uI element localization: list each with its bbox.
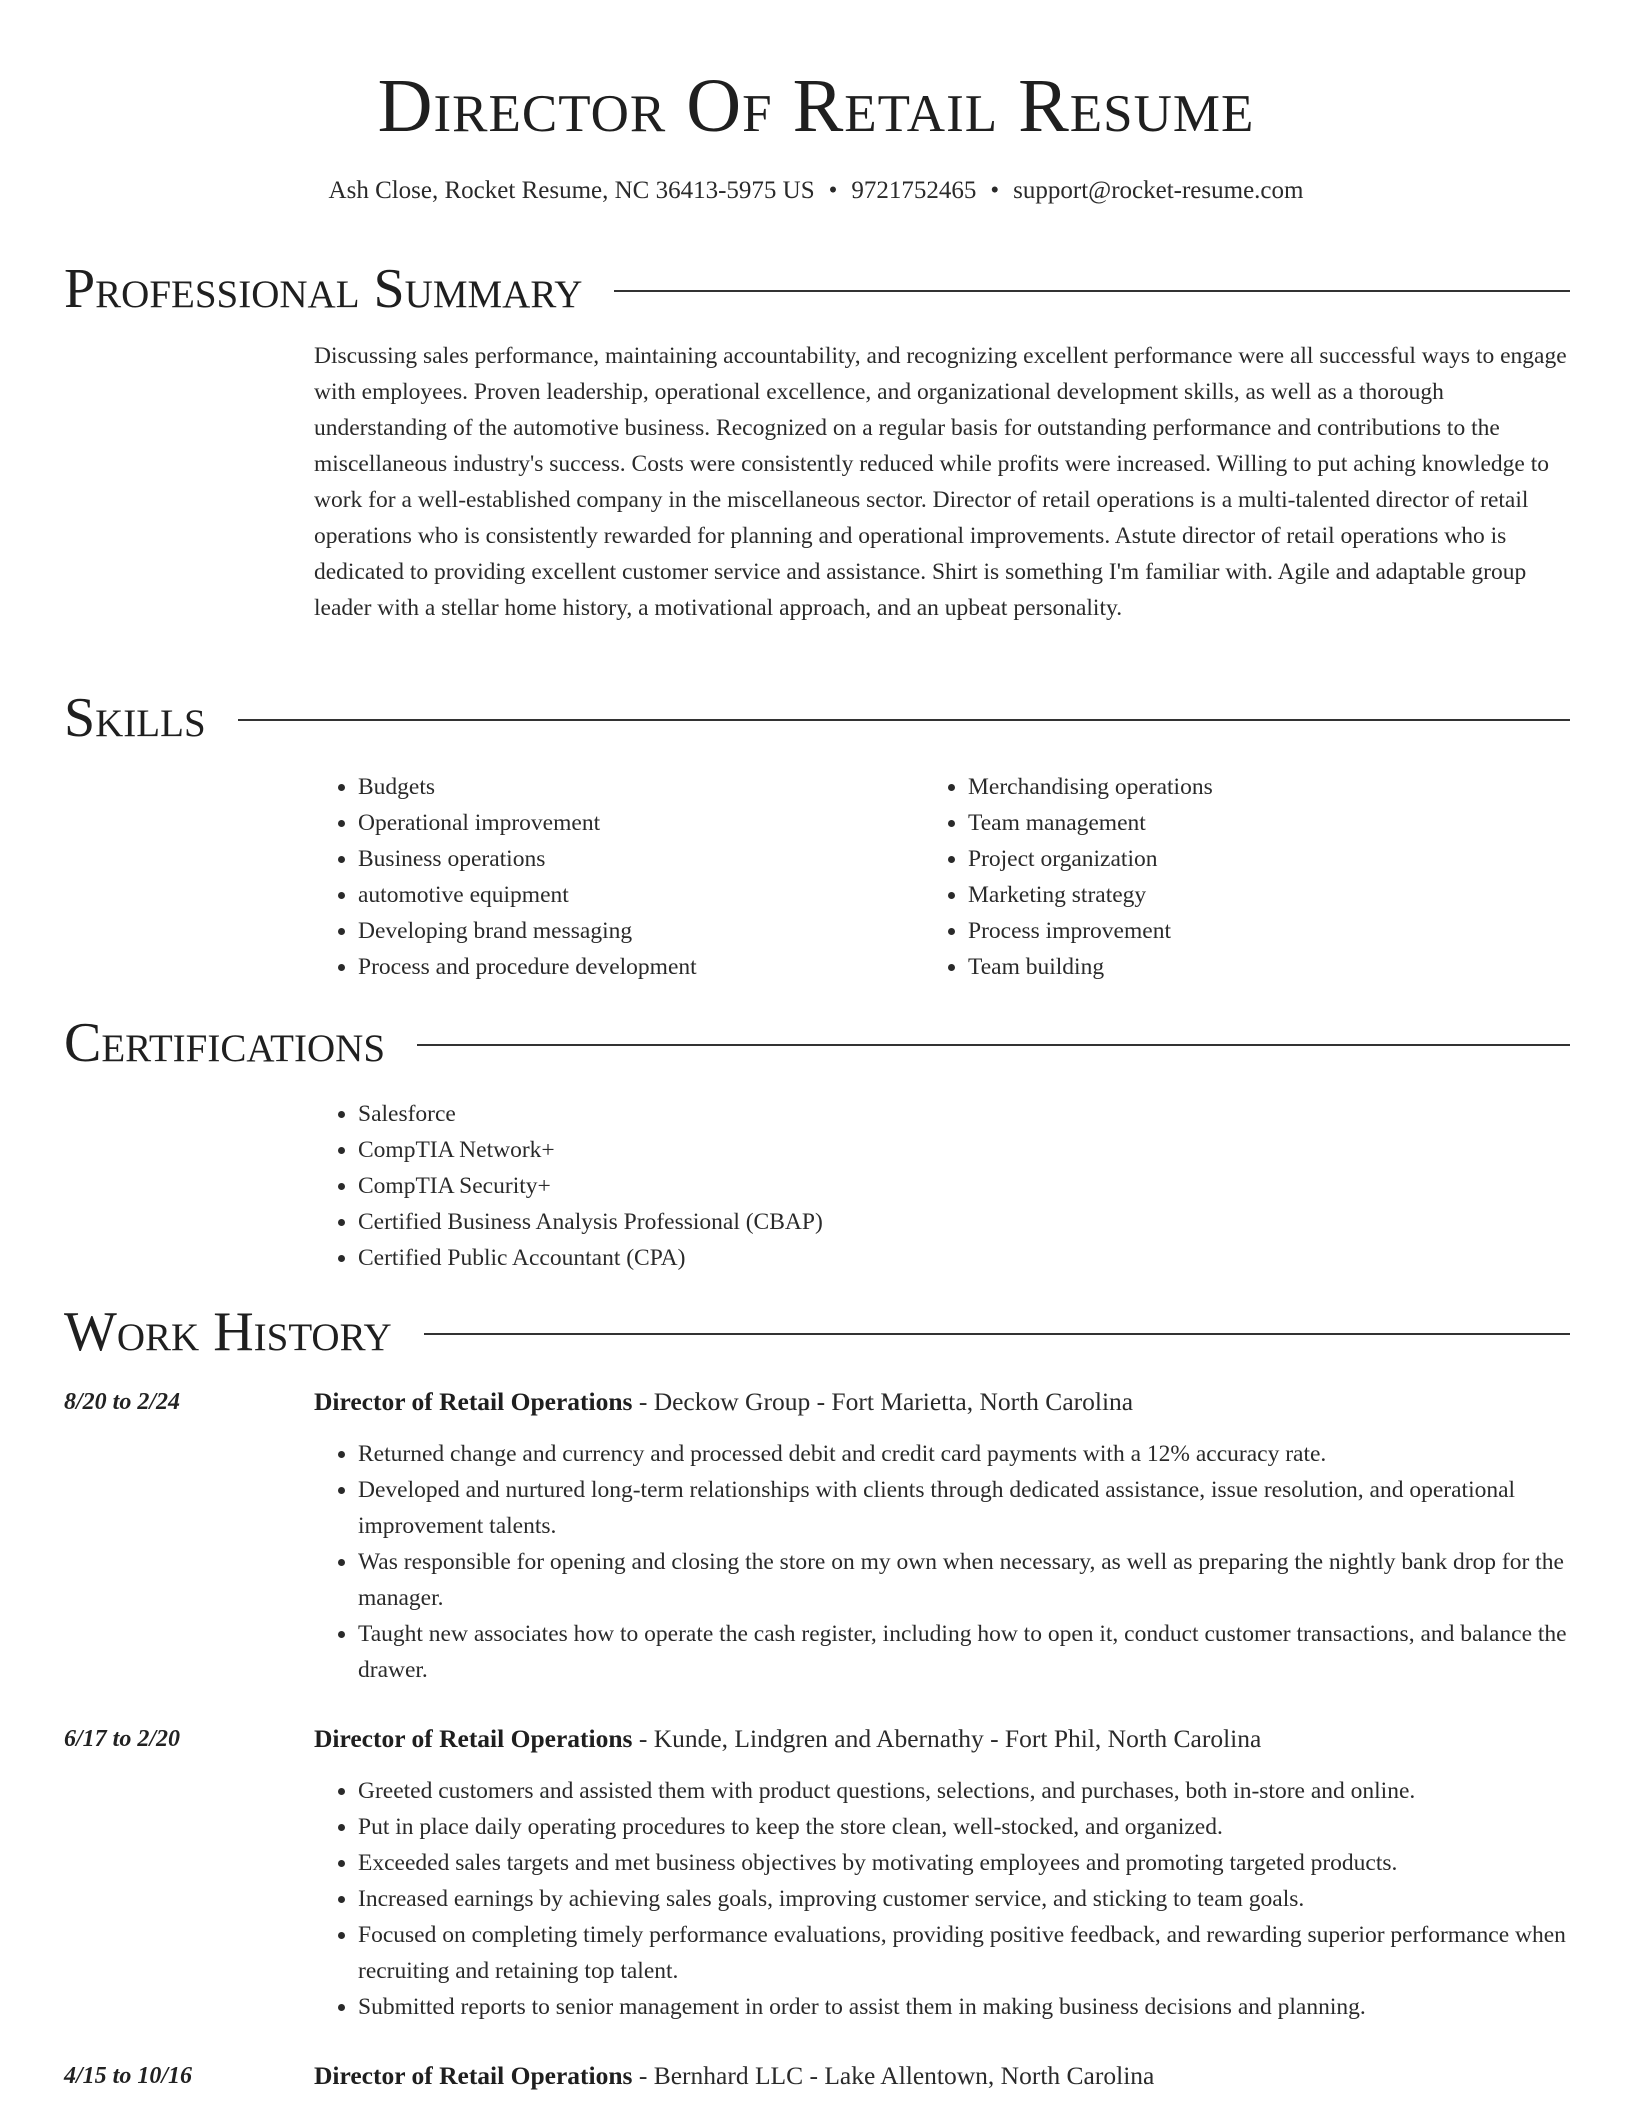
skill-item: • Business operations xyxy=(358,841,914,877)
skill-item: • Budgets xyxy=(358,769,914,805)
certification-item: • Salesforce xyxy=(358,1096,823,1132)
contact-line xyxy=(0,175,1632,207)
contact-phone: 9721752465 xyxy=(851,177,977,204)
job-details: - Kunde, Lindgren and Abernathy - Fort Phil, North Carolina xyxy=(632,1724,1262,1753)
skill-item: • Marketing strategy xyxy=(968,877,1524,913)
certification-item: • Certified Business Analysis Professional (CBAP) xyxy=(358,1204,823,1240)
job-duty-item: • Submitted reports to senior management in order to assist them in making business decisions and planning. xyxy=(358,1989,1570,2025)
job-dates: 6/17 to 2/20 xyxy=(64,1726,181,1752)
job-duty-list xyxy=(314,1773,1570,2025)
job-duty-item: • Greeted customers and assisted them with product questions, selections, and purchases, both in-store and online. xyxy=(358,1773,1570,1809)
skill-item: • automotive equipment xyxy=(358,877,914,913)
resume-title: Director Of Retail Resume xyxy=(377,64,1255,148)
skills-list-right xyxy=(924,769,1524,985)
job-duties xyxy=(314,1773,1570,2025)
section-divider xyxy=(614,290,1570,292)
contact-separator: • xyxy=(990,177,1000,204)
skills-heading: Skills xyxy=(64,687,206,749)
certification-item: • Certified Public Accountant (CPA) xyxy=(358,1240,823,1276)
job-heading xyxy=(314,1721,1261,1757)
job-duty-item: • Increased earnings by achieving sales goals, improving customer service, and sticking to team goals. xyxy=(358,1881,1570,1917)
job-duty-item: • Exceeded sales targets and met business objectives by motivating employees and promoting targeted products. xyxy=(358,1845,1570,1881)
skills-section-header xyxy=(64,686,1570,750)
job-heading xyxy=(314,1384,1133,1420)
skills-column-left xyxy=(314,769,914,985)
skill-item: • Operational improvement xyxy=(358,805,914,841)
skill-item: • Process improvement xyxy=(968,913,1524,949)
certification-item: • CompTIA Security+ xyxy=(358,1168,823,1204)
job-duty-item: • Returned change and currency and processed debit and credit card payments with a 12% accuracy rate. xyxy=(358,1436,1570,1472)
certifications-block xyxy=(314,1096,823,1276)
certifications-section-header xyxy=(64,1011,1570,1075)
certification-item: • CompTIA Network+ xyxy=(358,1132,823,1168)
job-details: - Bernhard LLC - Lake Allentown, North Carolina xyxy=(632,2061,1155,2090)
summary-heading: Professional Summary xyxy=(64,258,583,320)
job-duty-item: • Taught new associates how to operate the cash register, including how to open it, conduct customer transactions, and balance the drawer. xyxy=(358,1616,1570,1688)
summary-text: Discussing sales performance, maintaining accountability, and recognizing excellent performance were all successful ways to engage with employees. Proven leadership, operational excellence, and organizational development skills, as well as a thorough understanding of the automotive business. Recognized on a regular basis for outstanding performance and contributions to the miscellaneous industry's success. Costs were consistently reduced while profits were increased. Willing to put aching knowledge to work for a well-established company in the miscellaneous sector. Director of retail operations is a multi-talented director of retail operations who is consistently rewarded for planning and operational improvements. Astute director of retail operations who is dedicated to providing excellent customer service and assistance. Shirt is something I'm familiar with. Agile and adaptable group leader with a stellar home history, a motivational approach, and an upbeat personality. xyxy=(314,343,1567,621)
job-dates: 4/15 to 10/16 xyxy=(64,2063,193,2089)
skill-item: • Team building xyxy=(968,949,1524,985)
job-duty-list xyxy=(314,1436,1570,1688)
job-duty-item: • Focused on completing timely performance evaluations, providing positive feedback, and rewarding superior performance when recruiting and retaining top talent. xyxy=(358,1917,1570,1989)
skill-item: • Process and procedure development xyxy=(358,949,914,985)
skill-item: • Merchandising operations xyxy=(968,769,1524,805)
job-role: Director of Retail Operations xyxy=(314,1724,633,1753)
job-duty-item: • Was responsible for opening and closing the store on my own when necessary, as well as preparing the nightly bank drop for the manager. xyxy=(358,1544,1570,1616)
section-divider xyxy=(238,719,1570,721)
job-duty-item: • Put in place daily operating procedures to keep the store clean, well-stocked, and organized. xyxy=(358,1809,1570,1845)
work-history-section-header xyxy=(64,1300,1570,1364)
contact-address: Ash Close, Rocket Resume, NC 36413-5975 US xyxy=(328,177,815,204)
skills-column-right xyxy=(924,769,1524,985)
contact-separator: • xyxy=(828,177,838,204)
job-duty-item: • Developed and nurtured long-term relationships with clients through dedicated assistance, issue resolution, and operational improvement talents. xyxy=(358,1472,1570,1544)
certifications-list xyxy=(314,1096,823,1276)
skill-item: • Team management xyxy=(968,805,1524,841)
section-divider xyxy=(417,1044,1570,1046)
summary-section-header xyxy=(64,257,1570,321)
skills-list-left xyxy=(314,769,914,985)
section-divider xyxy=(424,1333,1570,1335)
certifications-heading: Certifications xyxy=(64,1012,386,1074)
job-role: Director of Retail Operations xyxy=(314,2061,633,2090)
skill-item: • Developing brand messaging xyxy=(358,913,914,949)
job-dates: 8/20 to 2/24 xyxy=(64,1389,181,1415)
job-duties xyxy=(314,1436,1570,1688)
job-role: Director of Retail Operations xyxy=(314,1387,633,1416)
skill-item: • Project organization xyxy=(968,841,1524,877)
job-heading xyxy=(314,2058,1154,2094)
contact-email[interactable]: support@rocket-resume.com xyxy=(1013,177,1304,204)
job-details: - Deckow Group - Fort Marietta, North Carolina xyxy=(632,1387,1134,1416)
work-history-heading: Work History xyxy=(64,1301,392,1363)
